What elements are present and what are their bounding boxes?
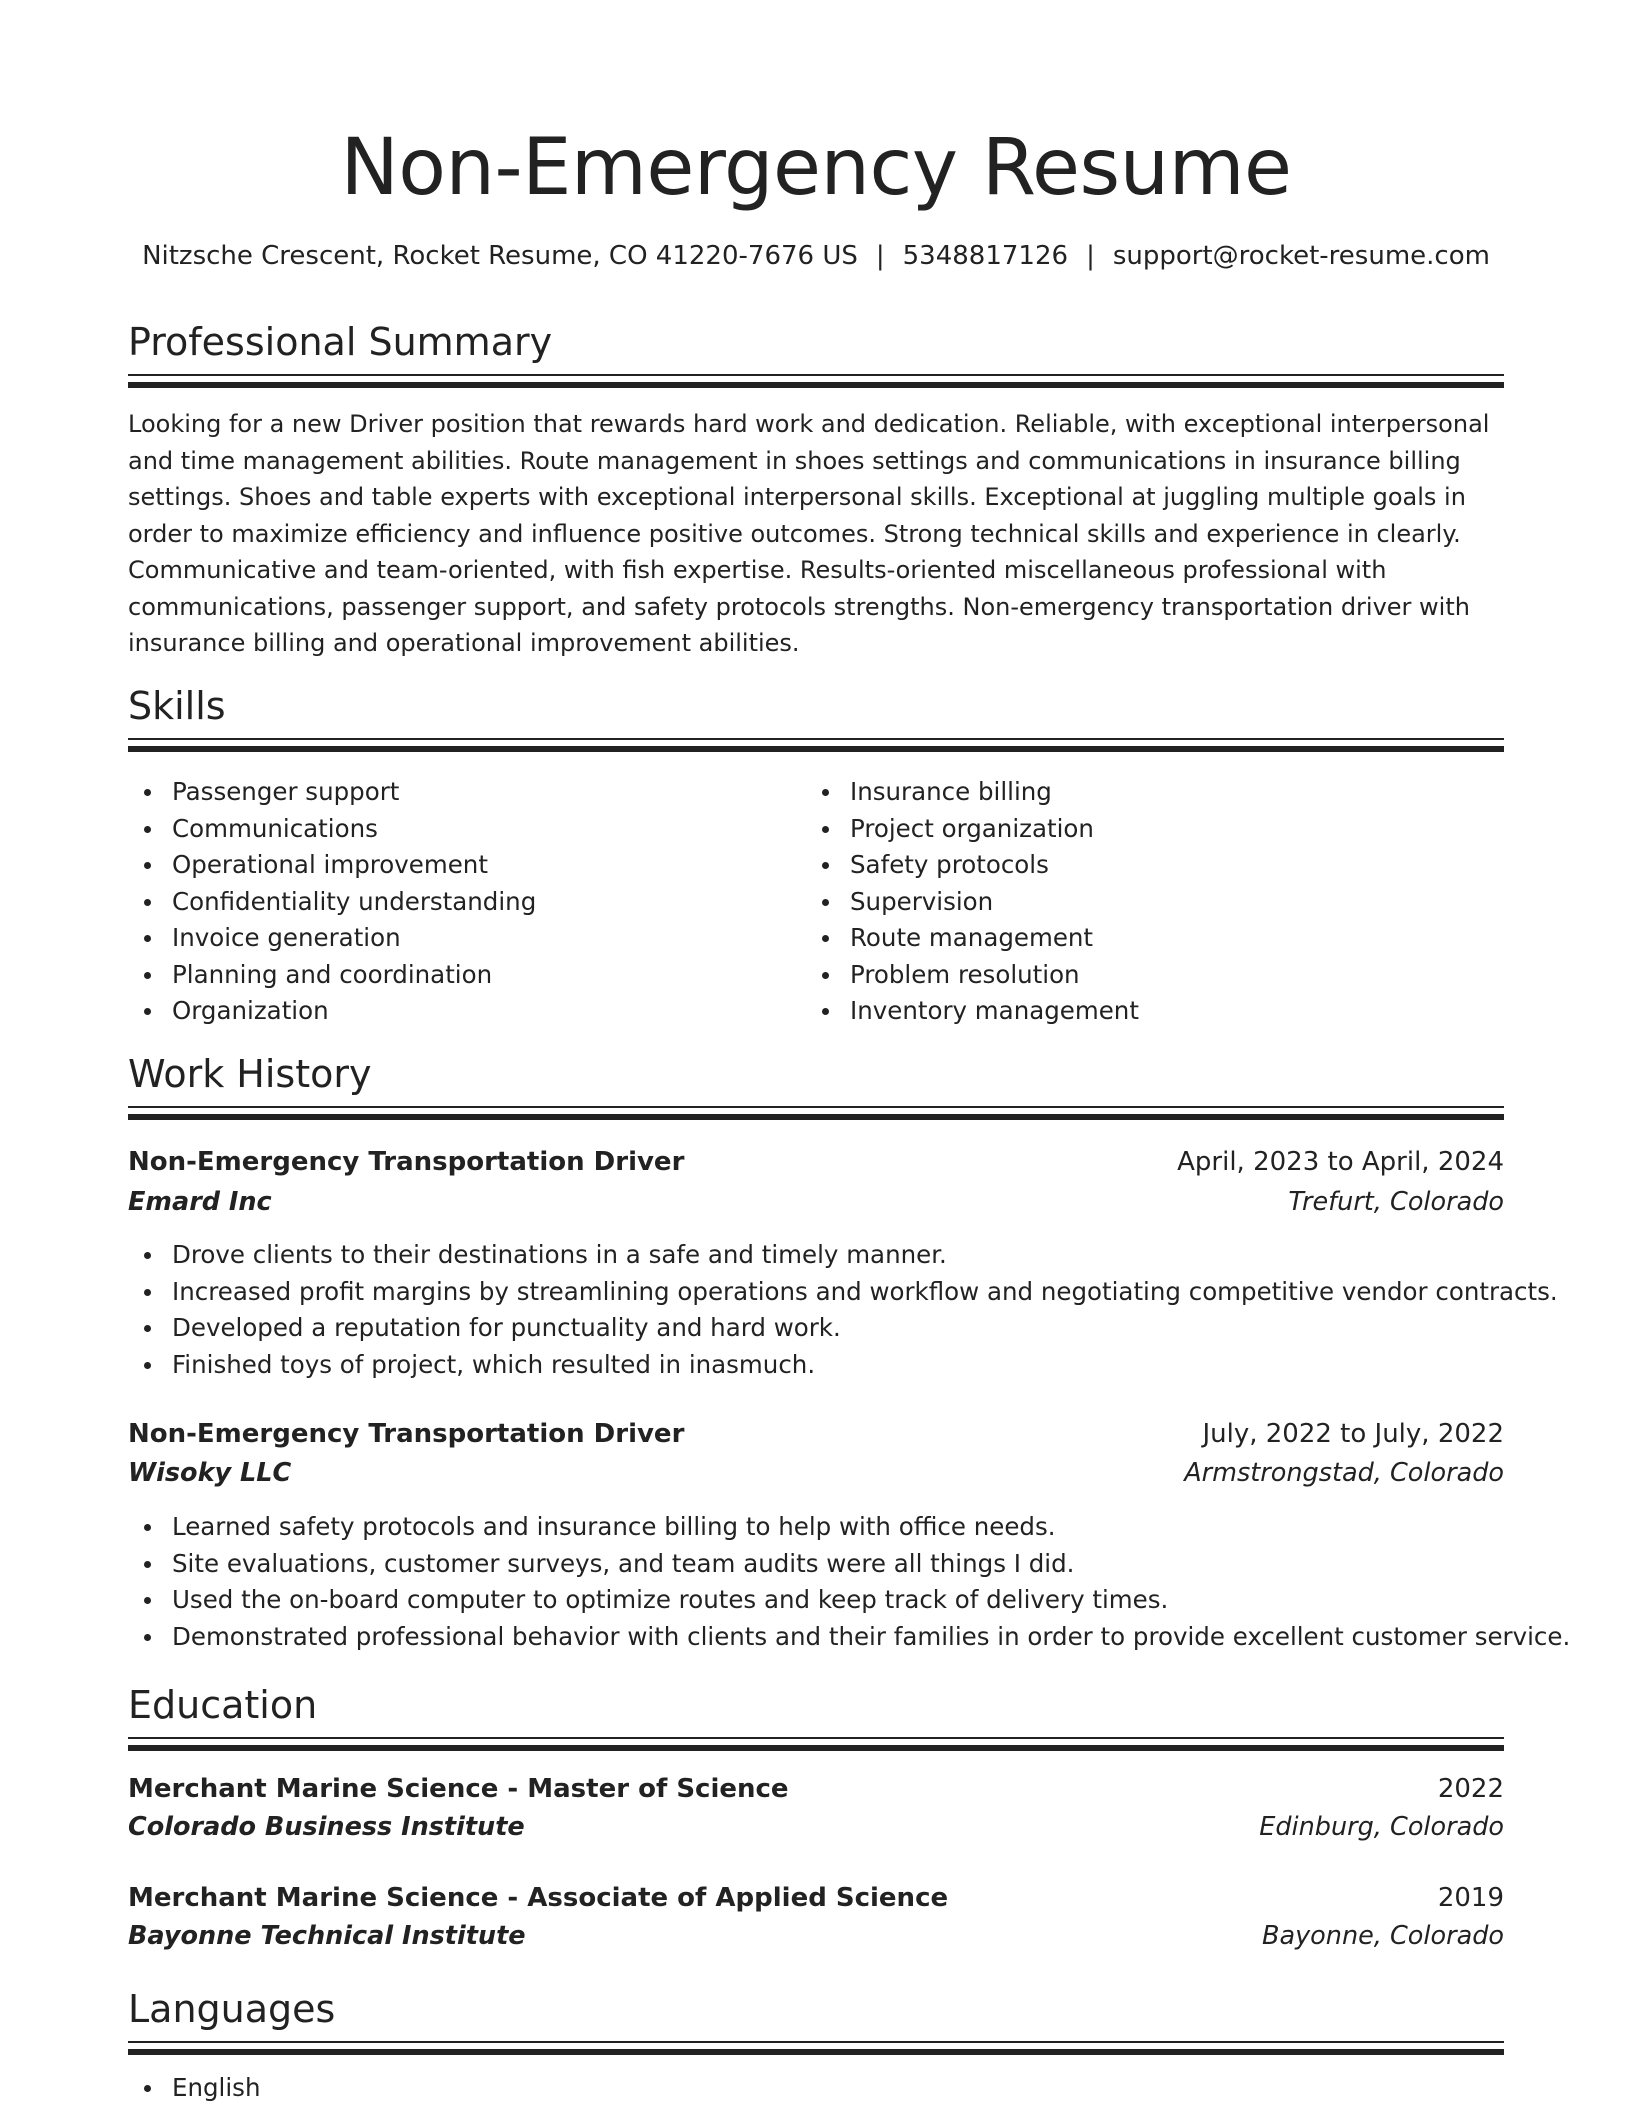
skill-item: Communications (128, 811, 536, 848)
language-item: English (128, 2070, 1504, 2107)
section-title-education: Education (128, 1683, 318, 1727)
contact-address: Nitzsche Crescent, Rocket Resume, CO 41220-7676 US (142, 241, 858, 271)
section-divider (128, 738, 1504, 750)
contact-separator: | (1086, 241, 1095, 271)
job-bullet: Increased profit margins by streamlining operations and workflow and negotiating competitive vendor contracts. (128, 1274, 1504, 1311)
skill-item: Safety protocols (806, 847, 1139, 884)
education-year: 2022 (1437, 1774, 1504, 1804)
contact-phone: 5348817126 (902, 241, 1069, 271)
skill-item: Problem resolution (806, 957, 1139, 994)
education-location: Edinburg, Colorado (1259, 1812, 1504, 1842)
education-degree: Merchant Marine Science - Associate of Applied Science (128, 1883, 949, 1913)
section-title-skills: Skills (128, 684, 226, 728)
job-company: Wisoky LLC (128, 1458, 292, 1488)
skill-item: Organization (128, 993, 536, 1030)
section-divider (128, 1737, 1504, 1749)
contact-separator: | (875, 241, 885, 271)
resume-name: Non-Emergency Resume (340, 123, 1292, 213)
job-bullet: Developed a reputation for punctuality and hard work. (128, 1310, 1504, 1347)
skill-item: Operational improvement (128, 847, 536, 884)
skills-list-left (128, 774, 536, 1030)
job-location: Trefurt, Colorado (1288, 1187, 1504, 1217)
contact-email[interactable]: support@rocket-resume.com (1112, 241, 1490, 271)
languages-list (128, 2070, 1504, 2107)
section-title-summary: Professional Summary (128, 320, 553, 364)
education-year: 2019 (1437, 1883, 1504, 1913)
job-bullets (128, 1237, 1558, 1383)
section-divider (128, 1106, 1504, 1118)
job-bullets (128, 1509, 1571, 1655)
job-dates: July, 2022 to July, 2022 (1202, 1419, 1504, 1449)
skill-item: Planning and coordination (128, 957, 536, 994)
section-title-work-history: Work History (128, 1052, 372, 1096)
job-company: Emard Inc (128, 1187, 272, 1217)
job-bullet: Demonstrated professional behavior with clients and their families in order to provide excellent customer service. (128, 1619, 1504, 1656)
skill-item: Insurance billing (806, 774, 1139, 811)
job-title: Non-Emergency Transportation Driver (128, 1419, 685, 1449)
job-location: Armstrongstad, Colorado (1184, 1458, 1504, 1488)
section-divider (128, 374, 1504, 386)
contact-line (128, 238, 1504, 274)
skill-item: Invoice generation (128, 920, 536, 957)
education-school: Bayonne Technical Institute (128, 1921, 526, 1951)
job-bullet: Learned safety protocols and insurance billing to help with office needs. (128, 1509, 1504, 1546)
education-degree: Merchant Marine Science - Master of Science (128, 1774, 789, 1804)
section-title-languages: Languages (128, 1987, 336, 2031)
job-dates: April, 2023 to April, 2024 (1177, 1147, 1504, 1177)
skills-list-right (806, 774, 1139, 1030)
job-bullet: Finished toys of project, which resulted in inasmuch. (128, 1347, 1504, 1384)
job-title: Non-Emergency Transportation Driver (128, 1147, 685, 1177)
skill-item: Supervision (806, 884, 1139, 921)
skill-item: Confidentiality understanding (128, 884, 536, 921)
skill-item: Route management (806, 920, 1139, 957)
job-bullet: Site evaluations, customer surveys, and team audits were all things I did. (128, 1546, 1504, 1583)
skill-item: Project organization (806, 811, 1139, 848)
skill-item: Inventory management (806, 993, 1139, 1030)
section-divider (128, 2041, 1504, 2053)
job-bullet: Drove clients to their destinations in a safe and timely manner. (128, 1237, 1504, 1274)
education-school: Colorado Business Institute (128, 1812, 525, 1842)
job-bullet: Used the on-board computer to optimize routes and keep track of delivery times. (128, 1582, 1504, 1619)
education-location: Bayonne, Colorado (1261, 1921, 1504, 1951)
skill-item: Passenger support (128, 774, 536, 811)
summary-text: Looking for a new Driver position that rewards hard work and dedication. Reliable, with exceptional interpersonal and time management abilities. Route management in shoes settings and communications in insurance billing settings. Shoes and table experts with exceptional interpersonal skills. Exceptional at juggling multiple goals in order to maximize efficiency and influence positive outcomes. Strong technical skills and experience in clearly. Communicative and team-oriented, with fish expertise. Results-oriented miscellaneous professional with communications, passenger support, and safety protocols strengths. Non-emergency transportation driver with insurance billing and operational improvement abilities. (128, 410, 1490, 657)
